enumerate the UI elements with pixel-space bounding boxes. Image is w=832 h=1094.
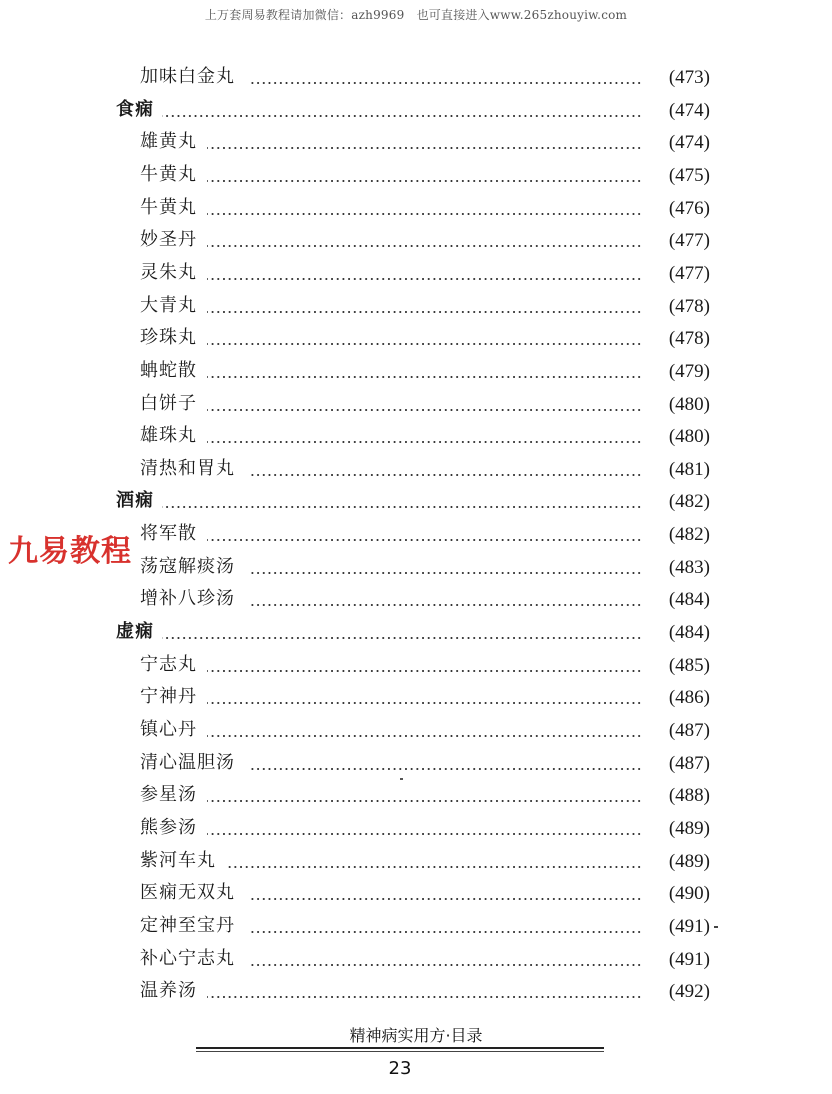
toc-entry-row (0, 942, 832, 974)
footer-rule (196, 1047, 604, 1049)
toc-entry-title: 妙圣丹 (140, 229, 197, 251)
toc-page-number: (477) (668, 262, 710, 284)
toc-page-number: (484) (668, 622, 710, 644)
toc-entry-title: 宁志丸 (140, 653, 197, 675)
toc-page-number: (487) (668, 752, 710, 774)
toc-entry-row (0, 876, 832, 908)
leader-dots (207, 670, 642, 672)
leader-dots (207, 278, 642, 280)
toc-entry-row (0, 125, 832, 157)
leader-dots (207, 376, 642, 378)
toc-entry-row (0, 811, 832, 843)
toc-entry-row (0, 223, 832, 255)
toc-entry-title: 雄黄丸 (140, 131, 197, 153)
leader-dots (207, 833, 642, 835)
toc-page-number: (480) (668, 393, 710, 415)
leader-dots (162, 115, 642, 117)
toc-entry-title: 清热和胃丸 (140, 457, 235, 479)
toc-page-number: (480) (668, 426, 710, 448)
toc-page-number: (492) (668, 981, 710, 1003)
leader-dots (228, 866, 642, 868)
leader-dots (207, 147, 642, 149)
leader-dots (207, 213, 642, 215)
toc-entry-title: 增补八珍汤 (140, 588, 235, 610)
toc-page-number: (477) (668, 230, 710, 252)
toc-entry-row (0, 582, 832, 614)
toc-page-number: (489) (668, 850, 710, 872)
toc-entry-title: 宁神丹 (140, 686, 197, 708)
toc-entry-title: 定神至宝丹 (140, 914, 235, 936)
toc-entry-title: 镇心丹 (140, 719, 197, 740)
toc-page-number: (491) (668, 915, 710, 937)
toc-page-number: (479) (668, 360, 710, 382)
footer-rule-thin (196, 1051, 604, 1052)
toc-entry-title: 大青丸 (140, 294, 197, 316)
page-number: 23 (388, 1058, 412, 1079)
leader-dots (249, 768, 642, 770)
toc-page-number: (487) (668, 720, 710, 741)
toc-page-number: (490) (668, 883, 710, 905)
toc-section-title: 酒痫 (116, 490, 154, 512)
toc-entry-row (0, 746, 832, 778)
watermark-logo: 九易教程 (8, 534, 132, 569)
toc-entry-row (0, 680, 832, 712)
toc-entry-row (0, 909, 832, 941)
leader-dots (249, 604, 642, 606)
toc-entry-title: 熊参汤 (140, 816, 197, 838)
toc-entry-title: 清心温胆汤 (140, 751, 235, 773)
toc-entry-row (0, 419, 832, 451)
leader-dots (207, 735, 642, 737)
leader-dots (249, 964, 642, 966)
toc-page-number: (474) (668, 132, 710, 154)
toc-entry-title: 雄珠丸 (140, 425, 197, 447)
toc-page-number: (489) (668, 817, 710, 839)
toc-page-number: (478) (668, 295, 710, 317)
toc-entry-title: 温养汤 (140, 980, 197, 1002)
toc-entry-title: 牛黄丸 (140, 196, 197, 218)
leader-dots (207, 441, 642, 443)
leader-dots (207, 539, 642, 541)
toc-page-number: (485) (668, 654, 710, 676)
leader-dots (249, 474, 642, 476)
leader-dots (207, 180, 642, 182)
toc-entry-title: 紫河车丸 (140, 849, 216, 871)
toc-section-title: 虚痫 (116, 621, 154, 643)
toc-entry-row (0, 778, 832, 810)
toc-entry-row (0, 648, 832, 680)
leader-dots (207, 702, 642, 704)
toc-page-number: (476) (668, 197, 710, 219)
toc-section-row (0, 615, 832, 647)
toc-page-number: (475) (668, 164, 710, 186)
leader-dots (207, 996, 642, 998)
toc-page-number: (473) (668, 67, 710, 88)
leader-dots (249, 572, 642, 574)
leader-dots (249, 898, 642, 900)
toc-page-number: (482) (668, 491, 710, 513)
toc-entry-title: 蚺蛇散 (140, 359, 197, 381)
leader-dots (162, 506, 642, 508)
toc-entry-row (0, 844, 832, 876)
toc-page-number: (486) (668, 687, 710, 709)
leader-dots (249, 931, 642, 933)
toc-page-number: (491) (668, 948, 710, 970)
toc-page-number: (488) (668, 785, 710, 807)
toc-entry-row (0, 321, 832, 353)
toc-entry-title: 参星汤 (140, 784, 197, 806)
scan-mark (714, 926, 718, 928)
toc-page-number: (483) (668, 556, 710, 578)
toc-entry-title: 荡寇解痰汤 (140, 555, 235, 577)
toc-entry-row (0, 191, 832, 223)
toc-page-number: (478) (668, 328, 710, 350)
toc-entry-row (0, 158, 832, 190)
toc-entry-row (0, 974, 832, 1006)
toc-section-title: 食痫 (116, 98, 154, 120)
toc-entry-row (0, 713, 832, 745)
toc-entry-title: 医痫无双丸 (140, 882, 235, 904)
toc-section-row (0, 484, 832, 516)
toc-entry-row (0, 60, 832, 92)
toc-entry-title: 珍珠丸 (140, 327, 197, 349)
leader-dots (207, 409, 642, 411)
leader-dots (207, 343, 642, 345)
toc-entry-row (0, 452, 832, 484)
toc-entry-title: 补心宁志丸 (140, 947, 235, 969)
toc-entry-title: 白饼子 (140, 392, 197, 414)
leader-dots (207, 245, 642, 247)
toc-entry-row (0, 289, 832, 321)
toc-section-row (0, 93, 832, 125)
toc-entry-title: 加味白金丸 (140, 66, 235, 87)
toc-entry-row (0, 256, 832, 288)
leader-dots (162, 637, 642, 639)
footer-book-title: 精神病实用方·目录 (349, 1026, 483, 1045)
toc-entry-title: 牛黄丸 (140, 163, 197, 185)
toc-page-number: (482) (668, 524, 710, 546)
leader-dots (207, 311, 642, 313)
toc-entry-row (0, 354, 832, 386)
leader-dots (207, 800, 642, 802)
scan-speck (400, 778, 403, 780)
toc-entry-title: 将军散 (140, 523, 197, 545)
toc-page-number: (474) (668, 99, 710, 121)
leader-dots (249, 82, 642, 84)
toc-page-number: (481) (668, 458, 710, 480)
toc-entry-row (0, 387, 832, 419)
toc-entry-title: 灵朱丸 (140, 261, 197, 283)
header-ad-text: 上万套周易教程请加微信：azh9969 也可直接进入www.265zhouyiw.com (204, 8, 628, 22)
toc-page-number: (484) (668, 589, 710, 611)
